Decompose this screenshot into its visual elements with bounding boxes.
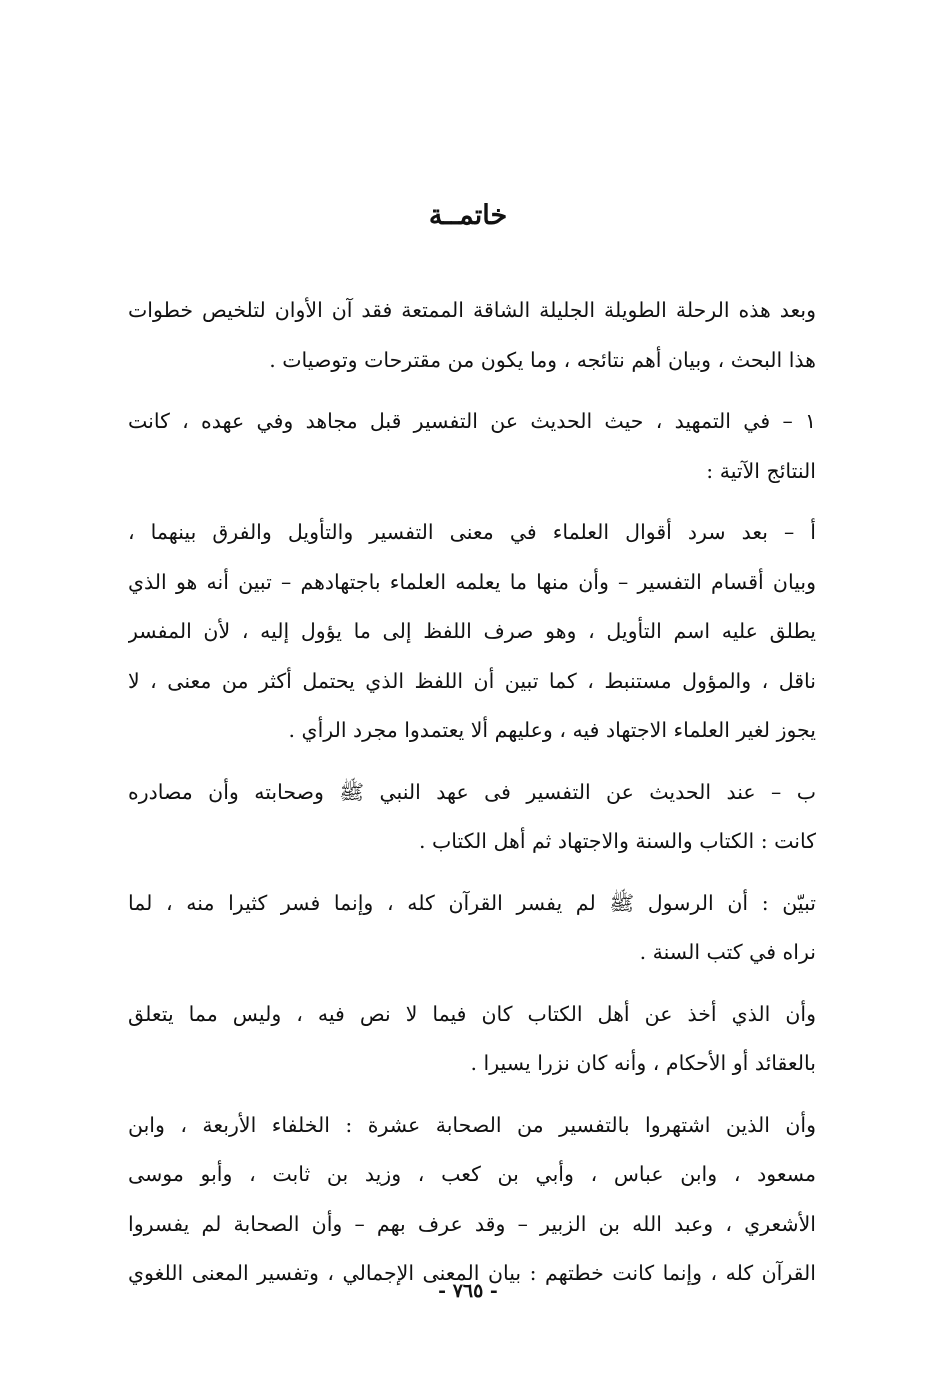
paragraph-intro [128, 286, 816, 385]
text-line: القرآن كله ، وإنما كانت خطتهم : بيان المعنى الإجمالي ، وتفسير المعنى اللغوي [128, 1261, 816, 1285]
text-line: مسعود ، وابن عباس ، وأبي بن كعب ، وزيد بن ثابت ، وأبو موسى [128, 1162, 816, 1186]
text-line: ١ – في التمهيد ، حيث الحديث عن التفسير قبل مجاهد وفي عهده ، كانت [128, 409, 816, 433]
text-line: ناقل ، والمؤول مستنبط ، كما تبين أن اللفظ الذي يحتمل أكثر من معنى ، لا [128, 668, 816, 693]
text-line: وأن الذي أخذ عن أهل الكتاب كان فيما لا نص فيه ، وليس مما يتعلق [128, 1001, 816, 1026]
body-text [128, 286, 816, 1311]
text-line: وبعد هذه الرحلة الطويلة الجليلة الشاقة الممتعة فقد آن الأوان لتلخيص خطوات [128, 298, 816, 322]
text-line: الأشعري ، وعبد الله بن الزبير – وقد عرف بهم – وأن الصحابة لم يفسروا [128, 1211, 816, 1236]
paragraph-point-1 [128, 397, 816, 496]
page-number: - ٧٦٥ - [438, 1280, 498, 1302]
paragraph-clarified [128, 879, 816, 978]
text-line: ب – عند الحديث عن التفسير فى عهد النبي ﷺ وصحابته وأن مصادره [128, 779, 816, 804]
text-line: نراه في كتب السنة . [639, 940, 816, 964]
text-line: كانت : الكتاب والسنة والاجتهاد ثم أهل الكتاب . [418, 829, 816, 853]
text-line: وبيان أقسام التفسير – وأن منها ما يعلمه العلماء باجتهادهم – تبين أنه هو الذي [128, 569, 816, 594]
page-title: خاتمــة [428, 200, 508, 231]
text-line: هذا البحث ، وبيان أهم نتائجه ، وما يكون من مقترحات وتوصيات . [269, 347, 816, 372]
text-line: يطلق عليه اسم التأويل ، وهو صرف اللفظ إلى ما يؤول إليه ، لأن المفسر [128, 619, 816, 643]
text-line: تبيّن : أن الرسول ﷺ لم يفسر القرآن كله ، وإنما فسر كثيرا منه ، لما [128, 890, 816, 915]
paragraph-companions [128, 1101, 816, 1299]
text-line: بالعقائد أو الأحكام ، وأنه كان نزرا يسيرا . [470, 1051, 816, 1075]
text-line: أ – بعد سرد أقوال العلماء في معنى التفسير والتأويل والفرق بينهما ، [128, 520, 816, 544]
text-line: وأن الذين اشتهروا بالتفسير من الصحابة عشرة : الخلفاء الأربعة ، وابن [128, 1112, 816, 1137]
text-line: النتائج الآتية : [706, 458, 816, 483]
text-line: يجوز لغير العلماء الاجتهاد فيه ، وعليهم ألا يعتمدوا مجرد الرأي . [288, 718, 816, 742]
paragraph-people-of-book [128, 990, 816, 1089]
paragraph-point-a [128, 508, 816, 756]
paragraph-point-b [128, 768, 816, 867]
